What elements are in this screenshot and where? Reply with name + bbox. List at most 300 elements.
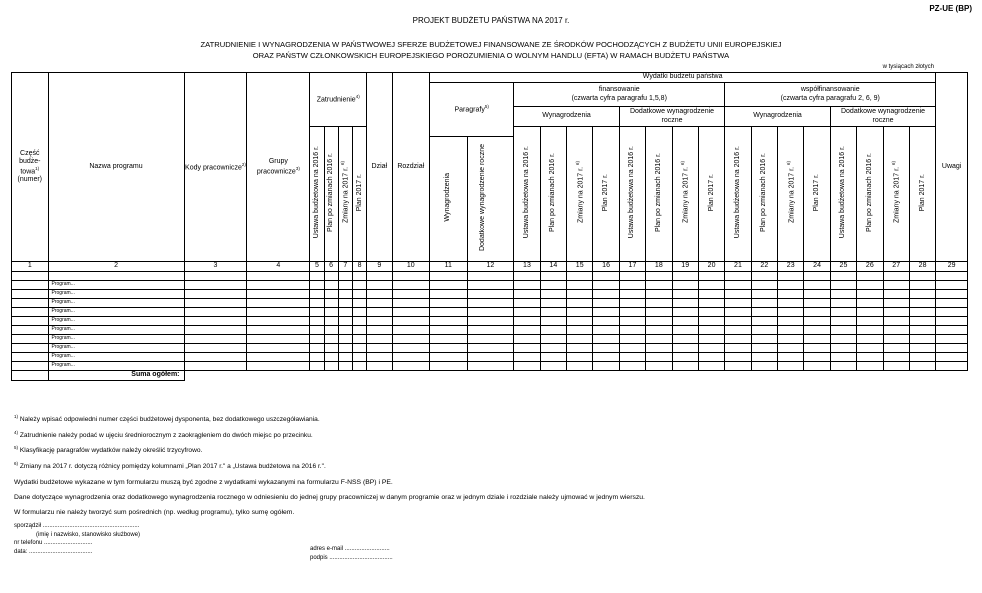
table-cell[interactable] [857,299,883,308]
table-cell[interactable] [646,362,672,371]
table-cell[interactable] [467,290,514,299]
table-cell[interactable] [567,290,593,299]
table-cell[interactable] [883,344,909,353]
table-cell[interactable] [367,335,392,344]
table-cell[interactable] [352,281,366,290]
table-cell[interactable] [324,317,338,326]
table-cell[interactable] [883,308,909,317]
table-cell[interactable] [936,362,968,371]
table-cell[interactable] [725,335,751,344]
table-cell[interactable] [352,317,366,326]
table-cell[interactable] [540,317,566,326]
table-cell[interactable] [247,299,310,308]
program-name-cell[interactable]: Program... [48,335,184,344]
table-cell[interactable] [247,335,310,344]
table-cell[interactable] [367,299,392,308]
table-cell[interactable] [751,308,777,317]
table-cell[interactable] [567,344,593,353]
table-cell[interactable] [352,353,366,362]
table-cell[interactable] [778,317,804,326]
table-cell[interactable] [184,362,247,371]
table-cell[interactable] [619,317,645,326]
table-cell[interactable] [857,326,883,335]
table-cell[interactable] [392,326,430,335]
table-cell[interactable] [593,272,619,281]
table-cell[interactable] [883,353,909,362]
table-cell[interactable] [338,317,352,326]
table-cell[interactable] [646,326,672,335]
table-cell[interactable] [883,335,909,344]
table-cell[interactable] [619,335,645,344]
table-cell[interactable] [593,326,619,335]
table-cell[interactable] [310,272,324,281]
table-cell[interactable] [672,362,698,371]
table-cell[interactable] [725,308,751,317]
table-cell[interactable] [883,290,909,299]
table-cell[interactable] [540,362,566,371]
table-cell[interactable] [310,362,324,371]
table-cell[interactable] [619,353,645,362]
table-cell[interactable] [672,290,698,299]
table-cell[interactable] [12,290,49,299]
table-cell[interactable] [672,308,698,317]
table-cell[interactable] [338,353,352,362]
table-cell[interactable] [804,362,830,371]
table-cell[interactable] [830,299,856,308]
table-cell[interactable] [778,326,804,335]
table-cell[interactable] [367,353,392,362]
table-cell[interactable] [778,308,804,317]
table-cell[interactable] [883,317,909,326]
table-cell[interactable] [672,317,698,326]
table-cell[interactable] [619,299,645,308]
table-cell[interactable] [310,335,324,344]
table-cell[interactable] [514,281,540,290]
table-cell[interactable] [593,353,619,362]
table-cell[interactable] [619,308,645,317]
table-cell[interactable] [324,344,338,353]
table-cell[interactable] [751,299,777,308]
table-cell[interactable] [12,281,49,290]
table-cell[interactable] [936,353,968,362]
table-cell[interactable] [352,335,366,344]
table-cell[interactable] [430,290,468,299]
table-cell[interactable] [12,317,49,326]
table-cell[interactable] [430,344,468,353]
table-cell[interactable] [338,290,352,299]
table-cell[interactable] [352,344,366,353]
program-name-cell[interactable]: Program... [48,353,184,362]
table-cell[interactable] [646,335,672,344]
table-cell[interactable] [672,344,698,353]
table-cell[interactable] [247,362,310,371]
table-cell[interactable] [830,281,856,290]
table-cell[interactable] [430,281,468,290]
table-cell[interactable] [540,272,566,281]
table-cell[interactable] [804,344,830,353]
table-cell[interactable] [392,308,430,317]
table-cell[interactable] [804,317,830,326]
table-cell[interactable] [430,272,468,281]
table-cell[interactable] [514,353,540,362]
table-cell[interactable] [514,308,540,317]
table-cell[interactable] [725,290,751,299]
table-cell[interactable] [751,344,777,353]
table-cell[interactable] [540,335,566,344]
table-cell[interactable] [936,299,968,308]
table-cell[interactable] [338,281,352,290]
table-cell[interactable] [936,281,968,290]
table-cell[interactable] [804,335,830,344]
table-cell[interactable] [184,281,247,290]
table-cell[interactable] [338,344,352,353]
table-cell[interactable] [725,281,751,290]
table-cell[interactable] [725,353,751,362]
table-cell[interactable] [324,362,338,371]
program-name-cell[interactable]: Program... [48,344,184,353]
table-cell[interactable] [857,353,883,362]
table-cell[interactable] [567,299,593,308]
table-cell[interactable] [467,344,514,353]
table-cell[interactable] [367,317,392,326]
table-cell[interactable] [392,362,430,371]
table-cell[interactable] [883,362,909,371]
table-cell[interactable] [725,362,751,371]
table-cell[interactable] [909,290,935,299]
table-cell[interactable] [392,344,430,353]
table-cell[interactable] [567,308,593,317]
table-cell[interactable] [392,290,430,299]
table-cell[interactable] [857,272,883,281]
table-cell[interactable] [698,308,724,317]
table-cell[interactable] [672,335,698,344]
table-cell[interactable] [593,299,619,308]
table-cell[interactable] [540,353,566,362]
table-cell[interactable] [698,326,724,335]
table-cell[interactable] [367,344,392,353]
table-cell[interactable] [48,272,184,281]
table-cell[interactable] [324,299,338,308]
table-cell[interactable] [540,344,566,353]
table-cell[interactable] [698,281,724,290]
table-cell[interactable] [646,272,672,281]
table-cell[interactable] [352,362,366,371]
table-cell[interactable] [247,344,310,353]
table-cell[interactable] [310,317,324,326]
table-cell[interactable] [857,317,883,326]
table-cell[interactable] [247,353,310,362]
table-cell[interactable] [646,281,672,290]
table-cell[interactable] [725,326,751,335]
program-name-cell[interactable]: Program... [48,281,184,290]
table-cell[interactable] [830,362,856,371]
table-cell[interactable] [936,308,968,317]
table-cell[interactable] [567,362,593,371]
table-cell[interactable] [619,362,645,371]
table-cell[interactable] [12,299,49,308]
table-cell[interactable] [324,290,338,299]
table-cell[interactable] [672,281,698,290]
program-name-cell[interactable]: Program... [48,290,184,299]
program-name-cell[interactable]: Program... [48,317,184,326]
table-cell[interactable] [247,326,310,335]
table-cell[interactable] [540,281,566,290]
table-cell[interactable] [751,272,777,281]
table-cell[interactable] [467,362,514,371]
table-cell[interactable] [804,308,830,317]
table-cell[interactable] [909,362,935,371]
table-cell[interactable] [540,299,566,308]
program-name-cell[interactable]: Program... [48,362,184,371]
table-cell[interactable] [698,299,724,308]
table-cell[interactable] [804,290,830,299]
table-cell[interactable] [310,344,324,353]
table-cell[interactable] [184,290,247,299]
table-cell[interactable] [567,272,593,281]
table-cell[interactable] [324,272,338,281]
table-cell[interactable] [247,290,310,299]
table-cell[interactable] [392,299,430,308]
table-cell[interactable] [619,290,645,299]
table-cell[interactable] [672,272,698,281]
table-cell[interactable] [778,272,804,281]
table-cell[interactable] [367,290,392,299]
table-cell[interactable] [367,272,392,281]
table-cell[interactable] [184,317,247,326]
table-cell[interactable] [567,281,593,290]
table-cell[interactable] [324,353,338,362]
table-cell[interactable] [830,326,856,335]
table-cell[interactable] [883,326,909,335]
table-cell[interactable] [883,272,909,281]
table-cell[interactable] [467,326,514,335]
table-cell[interactable] [352,272,366,281]
table-cell[interactable] [514,299,540,308]
table-cell[interactable] [310,281,324,290]
table-cell[interactable] [567,317,593,326]
table-cell[interactable] [310,299,324,308]
table-cell[interactable] [184,299,247,308]
table-cell[interactable] [751,326,777,335]
table-cell[interactable] [352,308,366,317]
table-cell[interactable] [184,326,247,335]
table-cell[interactable] [646,353,672,362]
table-cell[interactable] [909,335,935,344]
table-cell[interactable] [338,326,352,335]
table-cell[interactable] [804,326,830,335]
table-cell[interactable] [392,317,430,326]
program-name-cell[interactable]: Program... [48,308,184,317]
table-cell[interactable] [430,299,468,308]
table-cell[interactable] [352,290,366,299]
table-cell[interactable] [352,326,366,335]
table-cell[interactable] [392,335,430,344]
table-cell[interactable] [751,290,777,299]
table-cell[interactable] [12,344,49,353]
table-cell[interactable] [909,299,935,308]
table-cell[interactable] [12,272,49,281]
table-cell[interactable] [514,290,540,299]
table-cell[interactable] [567,335,593,344]
table-cell[interactable] [830,308,856,317]
table-cell[interactable] [12,362,49,371]
table-cell[interactable] [698,344,724,353]
table-cell[interactable] [778,299,804,308]
table-cell[interactable] [646,344,672,353]
table-cell[interactable] [593,308,619,317]
table-cell[interactable] [698,317,724,326]
table-cell[interactable] [338,299,352,308]
table-cell[interactable] [804,299,830,308]
table-cell[interactable] [883,299,909,308]
table-cell[interactable] [751,335,777,344]
table-cell[interactable] [430,317,468,326]
table-cell[interactable] [909,308,935,317]
table-cell[interactable] [467,308,514,317]
table-cell[interactable] [430,362,468,371]
table-cell[interactable] [751,353,777,362]
table-cell[interactable] [751,362,777,371]
table-cell[interactable] [909,272,935,281]
table-cell[interactable] [514,362,540,371]
table-cell[interactable] [12,353,49,362]
table-cell[interactable] [725,344,751,353]
table-cell[interactable] [310,290,324,299]
table-cell[interactable] [567,353,593,362]
table-cell[interactable] [830,290,856,299]
table-cell[interactable] [909,344,935,353]
table-cell[interactable] [646,308,672,317]
table-cell[interactable] [804,272,830,281]
table-cell[interactable] [467,335,514,344]
table-cell[interactable] [698,272,724,281]
table-cell[interactable] [324,308,338,317]
table-cell[interactable] [540,308,566,317]
table-cell[interactable] [247,317,310,326]
table-cell[interactable] [593,335,619,344]
table-cell[interactable] [392,272,430,281]
table-cell[interactable] [12,308,49,317]
table-cell[interactable] [936,317,968,326]
table-cell[interactable] [184,353,247,362]
table-cell[interactable] [593,281,619,290]
table-cell[interactable] [367,281,392,290]
table-cell[interactable] [778,362,804,371]
program-name-cell[interactable]: Program... [48,326,184,335]
table-cell[interactable] [184,344,247,353]
table-cell[interactable] [467,317,514,326]
table-cell[interactable] [830,353,856,362]
table-cell[interactable] [909,317,935,326]
table-cell[interactable] [698,290,724,299]
table-cell[interactable] [830,272,856,281]
table-cell[interactable] [324,335,338,344]
table-cell[interactable] [857,335,883,344]
table-cell[interactable] [830,335,856,344]
table-cell[interactable] [778,290,804,299]
table-cell[interactable] [367,308,392,317]
table-cell[interactable] [909,353,935,362]
table-cell[interactable] [936,272,968,281]
table-cell[interactable] [514,272,540,281]
table-cell[interactable] [430,353,468,362]
table-cell[interactable] [338,362,352,371]
table-cell[interactable] [467,281,514,290]
table-cell[interactable] [338,308,352,317]
table-cell[interactable] [430,308,468,317]
table-cell[interactable] [778,335,804,344]
table-cell[interactable] [310,353,324,362]
table-cell[interactable] [593,362,619,371]
table-cell[interactable] [936,326,968,335]
table-cell[interactable] [619,281,645,290]
table-cell[interactable] [467,272,514,281]
table-cell[interactable] [619,326,645,335]
table-cell[interactable] [367,362,392,371]
table-cell[interactable] [672,299,698,308]
table-cell[interactable] [909,326,935,335]
table-cell[interactable] [725,317,751,326]
table-cell[interactable] [514,326,540,335]
table-cell[interactable] [751,317,777,326]
table-cell[interactable] [12,335,49,344]
table-cell[interactable] [778,344,804,353]
table-cell[interactable] [804,353,830,362]
table-cell[interactable] [646,317,672,326]
table-cell[interactable] [247,272,310,281]
table-cell[interactable] [725,299,751,308]
table-cell[interactable] [338,335,352,344]
table-cell[interactable] [514,344,540,353]
table-cell[interactable] [184,272,247,281]
table-cell[interactable] [514,335,540,344]
table-cell[interactable] [540,326,566,335]
table-cell[interactable] [698,335,724,344]
table-cell[interactable] [567,326,593,335]
table-cell[interactable] [778,353,804,362]
table-cell[interactable] [646,290,672,299]
table-cell[interactable] [352,299,366,308]
table-cell[interactable] [725,272,751,281]
table-cell[interactable] [324,326,338,335]
table-cell[interactable] [593,344,619,353]
table-cell[interactable] [672,326,698,335]
table-cell[interactable] [310,308,324,317]
table-cell[interactable] [430,335,468,344]
table-cell[interactable] [247,281,310,290]
table-cell[interactable] [830,344,856,353]
table-cell[interactable] [909,281,935,290]
table-cell[interactable] [936,344,968,353]
table-cell[interactable] [593,317,619,326]
table-cell[interactable] [338,272,352,281]
table-cell[interactable] [936,335,968,344]
table-cell[interactable] [367,326,392,335]
table-cell[interactable] [619,344,645,353]
table-cell[interactable] [857,308,883,317]
table-cell[interactable] [857,290,883,299]
table-cell[interactable] [310,326,324,335]
table-cell[interactable] [514,317,540,326]
table-cell[interactable] [751,281,777,290]
table-cell[interactable] [646,299,672,308]
table-cell[interactable] [778,281,804,290]
table-cell[interactable] [883,281,909,290]
program-name-cell[interactable]: Program... [48,299,184,308]
table-cell[interactable] [619,272,645,281]
table-cell[interactable] [830,317,856,326]
table-cell[interactable] [593,290,619,299]
